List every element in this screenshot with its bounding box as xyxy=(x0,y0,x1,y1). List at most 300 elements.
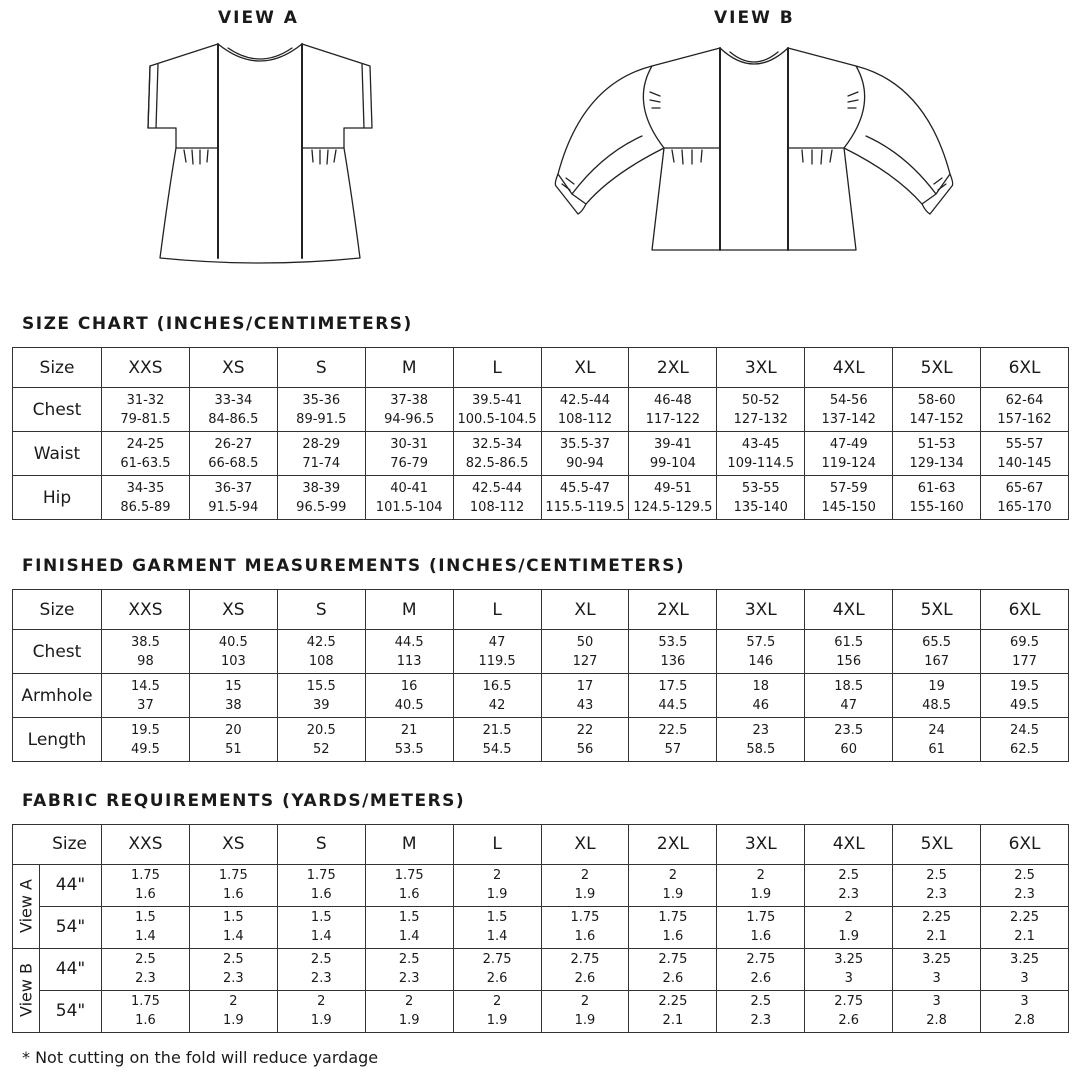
fabric-view-label xyxy=(13,948,40,1032)
value-primary: 39-41 xyxy=(654,436,692,452)
value-secondary: 1.6 xyxy=(223,887,244,903)
value-primary: 3 xyxy=(932,994,941,1010)
value-primary: 65.5 xyxy=(922,634,952,650)
yardage-cell xyxy=(102,990,190,1032)
table-row xyxy=(13,432,1069,476)
measurement-cell xyxy=(541,674,629,718)
measurement-cell xyxy=(365,674,453,718)
size-header: 6XL xyxy=(981,590,1069,630)
row-label: Waist xyxy=(13,432,102,476)
value-primary: 37-38 xyxy=(390,392,429,408)
value-primary: 1.5 xyxy=(398,910,420,926)
measurement-cell xyxy=(805,476,893,520)
value-primary: 49-51 xyxy=(654,480,692,496)
value-primary: 2.5 xyxy=(926,868,947,884)
value-primary: 57-59 xyxy=(829,480,868,496)
value-secondary: 2.1 xyxy=(1014,929,1035,945)
value-secondary: 90-94 xyxy=(566,455,604,471)
table-row xyxy=(13,948,1069,990)
value-secondary: 136 xyxy=(660,653,686,669)
value-secondary: 2.3 xyxy=(398,971,420,987)
measurement-cell xyxy=(365,718,453,762)
value-primary: 3 xyxy=(1020,994,1029,1010)
yardage-cell xyxy=(189,906,277,948)
measurement-cell xyxy=(189,388,277,432)
value-secondary: 96.5-99 xyxy=(296,499,347,515)
measurement-cell xyxy=(981,476,1069,520)
measurement-cell xyxy=(629,674,717,718)
size-header: M xyxy=(365,590,453,630)
size-header: 2XL xyxy=(629,590,717,630)
table-row xyxy=(13,718,1069,762)
view-b-illustration xyxy=(552,44,956,256)
size-header: 3XL xyxy=(717,825,805,865)
fabric-title: FABRIC REQUIREMENTS (YARDS/METERS) xyxy=(22,791,466,811)
value-secondary: 1.4 xyxy=(135,929,156,945)
value-secondary: 39 xyxy=(312,697,330,713)
measurement-cell xyxy=(277,718,365,762)
value-primary: 2.75 xyxy=(570,952,600,968)
fabric-header-row xyxy=(13,825,1069,865)
value-secondary: 38 xyxy=(225,697,242,713)
yardage-cell xyxy=(453,990,541,1032)
size-header: XL xyxy=(541,348,629,388)
value-primary: 1.75 xyxy=(130,994,160,1010)
yardage-cell xyxy=(893,948,981,990)
value-secondary: 2.1 xyxy=(926,929,947,945)
measurement-cell xyxy=(717,718,805,762)
measurement-cell xyxy=(541,630,629,674)
size-chart-title: SIZE CHART (INCHES/CENTIMETERS) xyxy=(22,314,413,334)
measurement-cell xyxy=(893,718,981,762)
value-primary: 21 xyxy=(400,722,418,738)
value-secondary: 99-104 xyxy=(649,455,696,471)
value-secondary: 2.6 xyxy=(838,1013,860,1029)
value-primary: 2 xyxy=(668,868,678,884)
value-secondary: 53.5 xyxy=(394,741,424,757)
value-secondary: 127 xyxy=(572,653,598,669)
measurement-cell xyxy=(277,476,365,520)
value-secondary: 37 xyxy=(137,697,154,713)
size-chart-header-row xyxy=(13,348,1069,388)
value-primary: 2.75 xyxy=(658,952,688,968)
value-secondary: 103 xyxy=(220,653,246,669)
value-primary: 26-27 xyxy=(214,436,253,452)
value-primary: 1.75 xyxy=(218,868,248,884)
size-header: XXS xyxy=(102,348,190,388)
value-primary: 16.5 xyxy=(482,678,512,694)
yardage-cell xyxy=(102,906,190,948)
value-secondary: 76-79 xyxy=(390,455,429,471)
value-secondary: 155-160 xyxy=(909,499,964,515)
value-secondary: 124.5-129.5 xyxy=(633,499,713,515)
value-secondary: 145-150 xyxy=(821,499,876,515)
value-primary: 22 xyxy=(576,722,594,738)
measurement-cell xyxy=(981,630,1069,674)
value-secondary: 115.5-119.5 xyxy=(545,499,625,515)
measurement-cell xyxy=(893,432,981,476)
fabric-view-text: View B xyxy=(16,963,36,1018)
value-secondary: 1.6 xyxy=(574,929,596,945)
size-header: 3XL xyxy=(717,590,805,630)
table-row xyxy=(13,990,1069,1032)
value-primary: 2.5 xyxy=(1014,868,1035,884)
measurement-cell xyxy=(893,630,981,674)
value-primary: 53.5 xyxy=(658,634,688,650)
value-secondary: 2.8 xyxy=(1014,1013,1035,1029)
measurement-cell xyxy=(277,432,365,476)
value-primary: 42.5-44 xyxy=(471,480,523,496)
value-secondary: 2.3 xyxy=(838,887,860,903)
measurement-cell xyxy=(805,388,893,432)
table-row xyxy=(13,630,1069,674)
size-header: M xyxy=(365,348,453,388)
value-primary: 23.5 xyxy=(834,722,864,738)
measurement-cell xyxy=(189,718,277,762)
yardage-cell xyxy=(277,864,365,906)
measurement-cell xyxy=(277,674,365,718)
value-secondary: 46 xyxy=(752,697,770,713)
yardage-cell xyxy=(277,990,365,1032)
value-primary: 21.5 xyxy=(482,722,512,738)
value-secondary: 1.9 xyxy=(310,1013,332,1029)
value-primary: 3.25 xyxy=(922,952,952,968)
fabric-width-label: 54" xyxy=(40,906,102,948)
value-secondary: 129-134 xyxy=(909,455,964,471)
measurement-cell xyxy=(365,630,453,674)
value-secondary: 43 xyxy=(576,697,594,713)
value-secondary: 1.9 xyxy=(662,887,684,903)
value-secondary: 54.5 xyxy=(482,741,512,757)
value-secondary: 89-91.5 xyxy=(296,411,347,427)
value-secondary: 2.3 xyxy=(310,971,332,987)
size-header: XS xyxy=(189,590,277,630)
size-header: XS xyxy=(189,825,277,865)
yardage-cell xyxy=(717,864,805,906)
value-secondary: 1.4 xyxy=(223,929,244,945)
row-label: Length xyxy=(13,718,102,762)
value-secondary: 40.5 xyxy=(394,697,424,713)
value-secondary: 3 xyxy=(1020,971,1029,987)
size-header: 2XL xyxy=(629,348,717,388)
measurement-cell xyxy=(189,674,277,718)
value-secondary: 1.6 xyxy=(750,929,772,945)
value-secondary: 177 xyxy=(1012,653,1037,669)
table-row xyxy=(13,476,1069,520)
yardage-cell xyxy=(102,948,190,990)
value-secondary: 2.3 xyxy=(135,971,156,987)
value-primary: 35-36 xyxy=(302,392,341,408)
value-primary: 1.75 xyxy=(658,910,688,926)
value-secondary: 1.4 xyxy=(486,929,508,945)
value-secondary: 79-81.5 xyxy=(120,411,171,427)
value-secondary: 47 xyxy=(840,697,857,713)
measurement-cell xyxy=(453,388,541,432)
measurement-cell xyxy=(981,718,1069,762)
value-secondary: 165-170 xyxy=(997,499,1052,515)
measurement-cell xyxy=(717,674,805,718)
yardage-cell xyxy=(189,990,277,1032)
size-header: L xyxy=(453,590,541,630)
measurement-cell xyxy=(805,674,893,718)
yardage-cell xyxy=(365,948,453,990)
value-primary: 1.75 xyxy=(394,868,424,884)
measurement-cell xyxy=(365,388,453,432)
value-primary: 51-53 xyxy=(917,436,956,452)
value-primary: 33-34 xyxy=(214,392,253,408)
value-primary: 16 xyxy=(400,678,418,694)
yardage-cell xyxy=(541,990,629,1032)
value-primary: 2 xyxy=(405,994,414,1010)
size-header: 5XL xyxy=(893,825,981,865)
value-primary: 57.5 xyxy=(746,634,776,650)
value-primary: 58-60 xyxy=(917,392,956,408)
value-primary: 46-48 xyxy=(654,392,692,408)
view-b-title: VIEW B xyxy=(714,8,795,28)
value-primary: 1.5 xyxy=(223,910,244,926)
size-header: S xyxy=(277,825,365,865)
value-primary: 35.5-37 xyxy=(559,436,611,452)
value-primary: 45.5-47 xyxy=(559,480,611,496)
measurement-cell xyxy=(541,388,629,432)
measurement-cell xyxy=(805,630,893,674)
yardage-cell xyxy=(805,906,893,948)
value-secondary: 98 xyxy=(137,653,154,669)
measurement-cell xyxy=(893,674,981,718)
value-secondary: 2.6 xyxy=(750,971,772,987)
measurement-cell xyxy=(981,674,1069,718)
measurement-cell xyxy=(189,432,277,476)
value-primary: 22.5 xyxy=(658,722,688,738)
value-primary: 31-32 xyxy=(126,392,165,408)
measurement-cell xyxy=(365,476,453,520)
yardage-cell xyxy=(189,948,277,990)
value-secondary: 127-132 xyxy=(733,411,788,427)
yardage-cell xyxy=(717,906,805,948)
yardage-cell xyxy=(805,990,893,1032)
measurement-cell xyxy=(102,674,190,718)
value-primary: 2 xyxy=(492,994,502,1010)
size-header-label: Size xyxy=(13,825,102,865)
table-row xyxy=(13,906,1069,948)
yardage-cell xyxy=(717,948,805,990)
value-primary: 2.75 xyxy=(746,952,776,968)
measurement-cell xyxy=(102,630,190,674)
value-secondary: 135-140 xyxy=(733,499,788,515)
value-primary: 53-55 xyxy=(741,480,780,496)
yardage-cell xyxy=(189,864,277,906)
measurement-cell xyxy=(717,630,805,674)
value-secondary: 44.5 xyxy=(658,697,688,713)
value-primary: 3.25 xyxy=(1010,952,1039,968)
measurement-cell xyxy=(805,718,893,762)
value-secondary: 1.9 xyxy=(486,887,508,903)
value-primary: 1.5 xyxy=(310,910,332,926)
finished-header-row xyxy=(13,590,1069,630)
value-primary: 2.25 xyxy=(922,910,952,926)
measurement-cell xyxy=(453,674,541,718)
yardage-cell xyxy=(805,864,893,906)
measurement-cell xyxy=(717,476,805,520)
value-secondary: 1.6 xyxy=(135,1013,156,1029)
row-label: Chest xyxy=(13,630,102,674)
value-primary: 50-52 xyxy=(741,392,780,408)
value-secondary: 108-112 xyxy=(469,499,525,515)
value-secondary: 117-122 xyxy=(645,411,701,427)
measurement-cell xyxy=(629,718,717,762)
value-secondary: 119-124 xyxy=(821,455,876,471)
size-header: 3XL xyxy=(717,348,805,388)
value-secondary: 91.5-94 xyxy=(208,499,259,515)
value-primary: 14.5 xyxy=(130,678,160,694)
yardage-cell xyxy=(981,948,1069,990)
value-primary: 61-63 xyxy=(917,480,956,496)
size-header: XL xyxy=(541,825,629,865)
measurement-cell xyxy=(102,718,190,762)
value-secondary: 101.5-104 xyxy=(375,499,443,515)
value-secondary: 1.6 xyxy=(310,887,332,903)
yardage-cell xyxy=(453,864,541,906)
value-primary: 42.5 xyxy=(306,634,336,650)
size-header: S xyxy=(277,348,365,388)
value-primary: 23 xyxy=(752,722,770,738)
value-secondary: 86.5-89 xyxy=(120,499,171,515)
size-header: XL xyxy=(541,590,629,630)
measurement-cell xyxy=(277,630,365,674)
value-secondary: 56 xyxy=(576,741,594,757)
yardage-cell xyxy=(102,864,190,906)
measurement-cell xyxy=(629,630,717,674)
measurement-cell xyxy=(629,388,717,432)
measurement-cell xyxy=(189,630,277,674)
value-secondary: 2.3 xyxy=(926,887,947,903)
value-secondary: 108 xyxy=(308,653,334,669)
value-primary: 2 xyxy=(580,868,590,884)
value-secondary: 58.5 xyxy=(746,741,776,757)
measurement-cell xyxy=(981,432,1069,476)
value-primary: 18.5 xyxy=(834,678,864,694)
value-secondary: 1.4 xyxy=(398,929,420,945)
value-secondary: 2.6 xyxy=(486,971,508,987)
fabric-view-text: View A xyxy=(16,879,36,934)
measurement-cell xyxy=(453,432,541,476)
yardage-cell xyxy=(629,948,717,990)
size-header: 6XL xyxy=(981,348,1069,388)
size-header-label: Size xyxy=(13,590,102,630)
table-row xyxy=(13,864,1069,906)
value-secondary: 1.6 xyxy=(135,887,156,903)
yardage-cell xyxy=(629,906,717,948)
value-primary: 24-25 xyxy=(126,436,165,452)
measurement-cell xyxy=(189,476,277,520)
measurement-cell xyxy=(717,388,805,432)
size-header: M xyxy=(365,825,453,865)
size-header: 4XL xyxy=(805,825,893,865)
fabric-width-label: 44" xyxy=(40,948,102,990)
value-primary: 2.5 xyxy=(135,952,156,968)
yardage-cell xyxy=(365,990,453,1032)
size-header: XXS xyxy=(102,590,190,630)
size-header: 2XL xyxy=(629,825,717,865)
measurement-cell xyxy=(102,476,190,520)
value-primary: 1.75 xyxy=(306,868,336,884)
size-header: L xyxy=(453,825,541,865)
value-secondary: 113 xyxy=(396,653,422,669)
yardage-cell xyxy=(365,864,453,906)
value-primary: 55-57 xyxy=(1005,436,1044,452)
value-secondary: 52 xyxy=(312,741,330,757)
value-primary: 15.5 xyxy=(306,678,336,694)
size-header: XXS xyxy=(102,825,190,865)
table-row xyxy=(13,388,1069,432)
yardage-cell xyxy=(893,864,981,906)
size-header: 4XL xyxy=(805,348,893,388)
value-primary: 2.5 xyxy=(750,994,772,1010)
measurement-cell xyxy=(541,476,629,520)
value-secondary: 2.8 xyxy=(926,1013,947,1029)
value-primary: 2 xyxy=(317,994,326,1010)
measurement-cell xyxy=(629,476,717,520)
value-primary: 30-31 xyxy=(390,436,429,452)
value-secondary: 84-86.5 xyxy=(208,411,259,427)
value-primary: 28-29 xyxy=(302,436,341,452)
yardage-cell xyxy=(541,948,629,990)
view-a-title: VIEW A xyxy=(218,8,299,28)
value-secondary: 49.5 xyxy=(130,741,160,757)
fabric-table xyxy=(12,824,1069,1033)
fabric-width-label: 54" xyxy=(40,990,102,1032)
yardage-cell xyxy=(541,864,629,906)
value-primary: 39.5-41 xyxy=(471,392,523,408)
yardage-cell xyxy=(629,864,717,906)
value-secondary: 62.5 xyxy=(1010,741,1039,757)
value-secondary: 167 xyxy=(924,653,950,669)
measurement-cell xyxy=(981,388,1069,432)
value-secondary: 2.6 xyxy=(574,971,596,987)
value-secondary: 61-63.5 xyxy=(120,455,171,471)
yardage-cell xyxy=(541,906,629,948)
value-primary: 40-41 xyxy=(390,480,429,496)
value-secondary: 1.9 xyxy=(750,887,772,903)
table-row xyxy=(13,674,1069,718)
value-primary: 2.5 xyxy=(838,868,860,884)
value-secondary: 3 xyxy=(932,971,941,987)
measurement-cell xyxy=(893,388,981,432)
yardage-cell xyxy=(981,990,1069,1032)
value-primary: 38-39 xyxy=(302,480,341,496)
value-primary: 24 xyxy=(928,722,945,738)
measurement-cell xyxy=(629,432,717,476)
finished-table xyxy=(12,589,1069,762)
size-header-label: Size xyxy=(13,348,102,388)
size-header: XS xyxy=(189,348,277,388)
value-primary: 43-45 xyxy=(741,436,780,452)
value-primary: 2.75 xyxy=(834,994,864,1010)
yardage-cell xyxy=(893,906,981,948)
yardage-cell xyxy=(365,906,453,948)
yardage-cell xyxy=(981,864,1069,906)
value-secondary: 2.1 xyxy=(662,1013,684,1029)
value-secondary: 1.6 xyxy=(662,929,684,945)
value-secondary: 1.9 xyxy=(398,1013,420,1029)
value-secondary: 2.3 xyxy=(223,971,244,987)
value-primary: 50 xyxy=(576,634,594,650)
value-primary: 47 xyxy=(488,634,506,650)
value-secondary: 2.3 xyxy=(1014,887,1035,903)
fabric-footnote: * Not cutting on the fold will reduce yardage xyxy=(22,1048,379,1067)
row-label: Hip xyxy=(13,476,102,520)
value-primary: 2 xyxy=(844,910,853,926)
